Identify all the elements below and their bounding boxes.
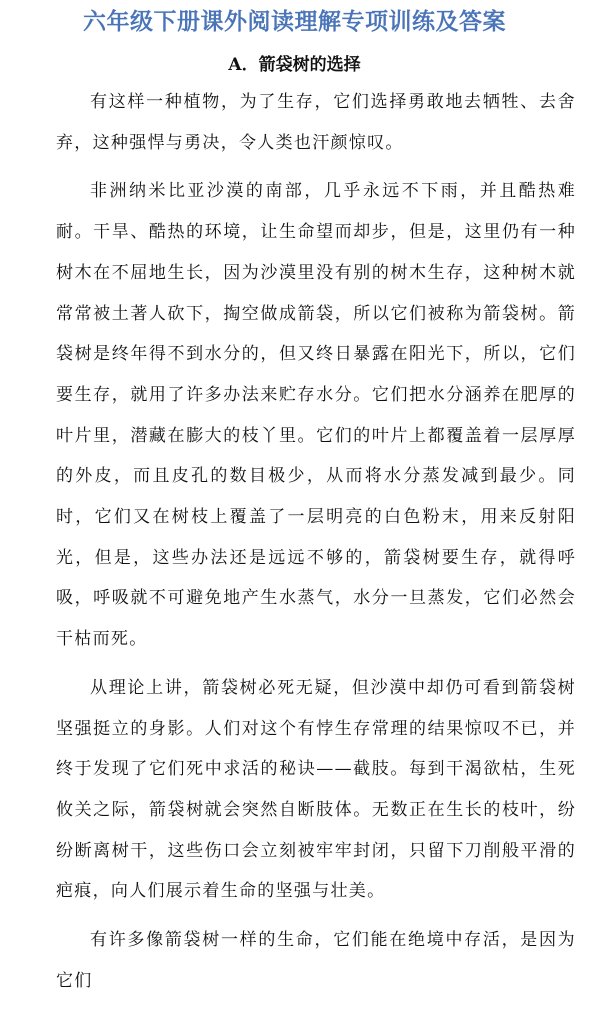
section-title: A．箭袋树的选择 xyxy=(228,55,361,75)
article-body xyxy=(56,82,576,1009)
paragraph: 有这样一种植物，为了生存，它们选择勇敢地去牺牲、去舍弃，这种强悍与勇决，令人类也汗颜惊叹。 xyxy=(56,92,576,153)
paragraph: 有许多像箭袋树一样的生命，它们能在绝境中存活，是因为它们 xyxy=(56,930,576,991)
paragraph: 非洲纳米比亚沙漠的南部，几乎永远不下雨，并且酷热难耐。干旱、酷热的环境，让生命望而却步，但是，这里仍有一种树木在不屈地生长，因为沙漠里没有别的树木生存，这种树木就常常被土著人砍下，掏空做成箭袋，所以它们被称为箭袋树。箭袋树是终年得不到水分的，但又终日暴露在阳光下，所以，它们要生存，就用了许多办法来贮存水分。它们把水分涵养在肥厚的叶片里，潜藏在膨大的枝丫里。它们的叶片上都覆盖着一层厚厚的外皮，而且皮孔的数目极少，从而将水分蒸发减到最少。同时，它们又在树枝上覆盖了一层明亮的白色粉末，用来反射阳光，但是，这些办法还是远远不够的，箭袋树要生存，就得呼吸，呼吸就不可避免地产生水蒸气，水分一旦蒸发，它们必然会干枯而死。 xyxy=(56,181,576,650)
document-title: 六年级下册课外阅读理解专项训练及答案 xyxy=(83,9,506,35)
paragraph: 从理论上讲，箭袋树必死无疑，但沙漠中却仍可看到箭袋树坚强挺立的身影。人们对这个有悖生存常理的结果惊叹不已，并终于发现了它们死中求活的秘诀——截肢。每到干渴欲枯，生死攸关之际，箭袋树就会突然自断肢体。无数正在生长的枝叶，纷纷断离树干，这些伤口会立刻被牢牢封闭，只留下刀削般平滑的疤痕，向人们展示着生命的坚强与壮美。 xyxy=(56,677,576,902)
